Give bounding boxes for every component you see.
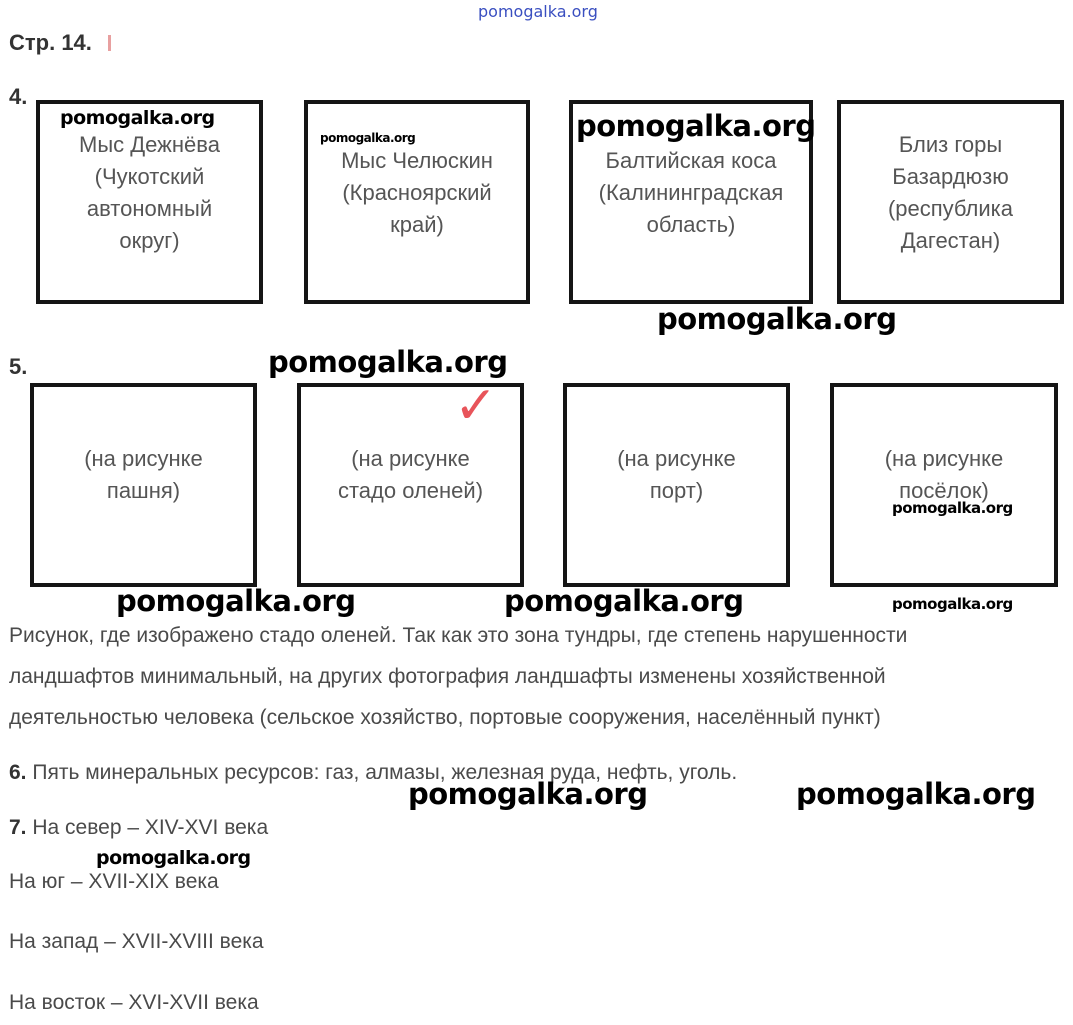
box-line: Дагестан) (900, 228, 1001, 253)
watermark: pomogalka.org (320, 131, 416, 145)
task6-number: 6. (9, 761, 27, 784)
box-line: (на рисунке (351, 446, 470, 471)
box-line: Мыс Челюскин (341, 148, 493, 173)
box-line: Близ горы (898, 132, 1003, 157)
watermark: pomogalka.org (60, 107, 215, 129)
box-line: автономный (86, 196, 213, 221)
box-line: Балтийская коса (605, 148, 777, 173)
task4-box-1 (36, 100, 263, 304)
watermark: pomogalka.org (892, 499, 1013, 517)
task4-number: 4. (9, 84, 28, 109)
task5-box-4 (830, 383, 1058, 587)
task7-south: На юг – XVII-XIX века (9, 870, 219, 893)
page-header: Стр. 14. (9, 30, 92, 55)
box-line: посёлок) (899, 478, 989, 503)
task5-explanation-line-2: ландшафтов минимальный, на других фотография ландшафты изменены хозяйственной (9, 665, 886, 688)
box-line: округ) (119, 228, 180, 253)
watermark: pomogalka.org (116, 584, 356, 618)
watermark: pomogalka.org (657, 302, 897, 336)
task5-explanation-line-3: деятельностью человека (сельское хозяйство, портовые сооружения, населённый пункт) (9, 706, 881, 729)
header-mark (108, 35, 111, 51)
watermark: pomogalka.org (408, 777, 648, 811)
task7-west: На запад – XVII-XVIII века (9, 930, 264, 953)
task5-box-3 (563, 383, 790, 587)
task7-number: 7. (9, 816, 27, 839)
top-watermark: pomogalka.org (478, 2, 598, 21)
box-line: область) (646, 212, 736, 237)
box-line: (Калининградская (598, 180, 784, 205)
check-mark-icon: ✓ (454, 376, 498, 436)
box-line: (Чукотский (94, 164, 205, 189)
box-line: стадо оленей) (337, 478, 484, 503)
task7-north: На север – XIV-XVI века (32, 816, 269, 839)
box-line: Мыс Дежнёва (79, 132, 220, 157)
watermark: pomogalka.org (504, 584, 744, 618)
watermark: pomogalka.org (96, 847, 251, 869)
task5-explanation-line-1: Рисунок, где изображено стадо оленей. Так как это зона тундры, где степень нарушенности (9, 624, 908, 647)
box-line: край) (390, 212, 444, 237)
task6-text: Пять минеральных ресурсов: газ, алмазы, железная руда, нефть, уголь. (32, 761, 738, 784)
box-line: Базардюзю (892, 164, 1009, 189)
task5-box-1 (30, 383, 257, 587)
box-line: порт) (649, 478, 704, 503)
box-line: (Красноярский (342, 180, 492, 205)
task7-first-line (9, 816, 268, 840)
watermark: pomogalka.org (892, 595, 1013, 613)
box-line: пашня) (106, 478, 181, 503)
box-line: (на рисунке (617, 446, 736, 471)
watermark: pomogalka.org (796, 777, 1036, 811)
watermark: pomogalka.org (268, 345, 508, 379)
box-line: (на рисунке (84, 446, 203, 471)
box-line: (на рисунке (884, 446, 1004, 471)
task4-box-4 (837, 100, 1064, 304)
watermark: pomogalka.org (576, 109, 816, 143)
task5-number: 5. (9, 354, 28, 379)
box-line: (республика (887, 196, 1014, 221)
task7-east: На восток – XVI-XVII века (9, 991, 259, 1014)
